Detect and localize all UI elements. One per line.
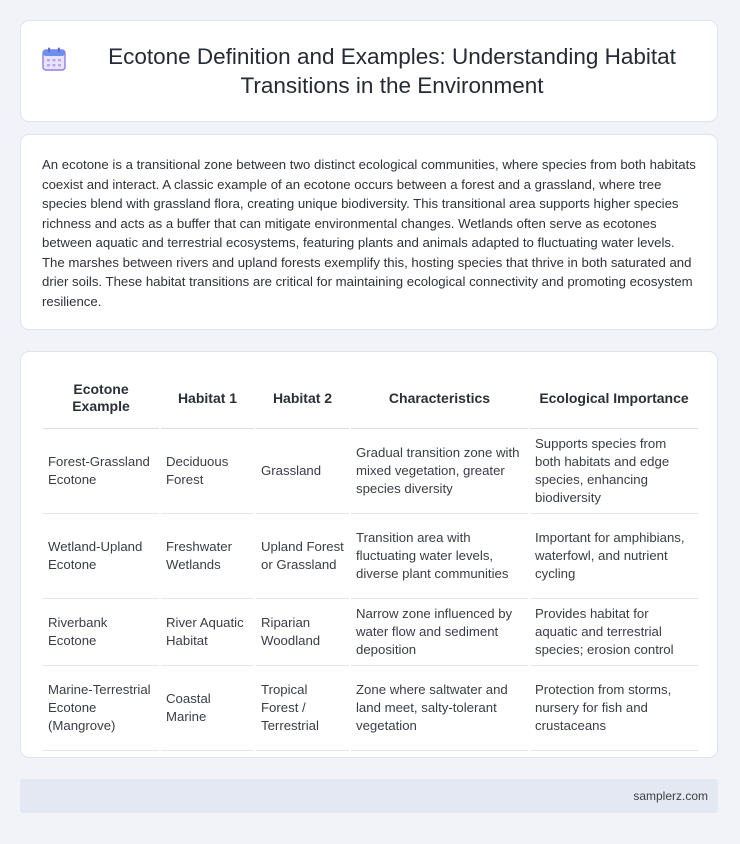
table-row (43, 599, 698, 666)
intro-paragraph: An ecotone is a transitional zone between two distinct ecological communities, where species from both habitats coexist and interact. A classic example of an ecotone occurs between a forest and a grassland, where tree species blend with grassland flora, creating unique biodiversity. This transitional area supports higher species richness and acts as a buffer that can mitigate environmental changes. Wetlands often serve as ecotones between aquatic and terrestrial ecosystems, featuring plants and animals adapted to fluctuating water levels. The marshes between rivers and upland forests exemplify this, hosting species that thrive in both saturated and drier soils. These habitat transitions are critical for maintaining ecological connectivity and promoting ecosystem resilience. (42, 157, 696, 309)
table-cell: River Aquatic Habitat (161, 599, 254, 666)
header-card (20, 20, 718, 122)
calendar-icon (41, 46, 67, 72)
table-cell: Coastal Marine (161, 666, 254, 751)
table-cell: Wetland-Upland Ecotone (43, 514, 159, 599)
intro-card (20, 134, 718, 330)
table-cell: Zone where saltwater and land meet, salty-tolerant vegetation (351, 666, 528, 751)
table-cell: Important for amphibians, waterfowl, and nutrient cycling (530, 514, 698, 599)
ecotone-table (41, 368, 700, 751)
page-title: Ecotone Definition and Examples: Understanding Habitat Transitions in the Environment (108, 44, 676, 98)
table-cell: Transition area with fluctuating water levels, diverse plant communities (351, 514, 528, 599)
title-wrap (41, 42, 697, 100)
table-cell: Upland Forest or Grassland (256, 514, 349, 599)
table-cell: Marine-Terrestrial Ecotone (Mangrove) (43, 666, 159, 751)
table-row (43, 514, 698, 599)
column-header: Characteristics (351, 368, 528, 429)
table-cell: Forest-Grassland Ecotone (43, 429, 159, 514)
table-row (43, 666, 698, 751)
table-header-row (43, 368, 698, 429)
table-cell: Freshwater Wetlands (161, 514, 254, 599)
table-cell: Deciduous Forest (161, 429, 254, 514)
table-cell: Riparian Woodland (256, 599, 349, 666)
table-cell: Riverbank Ecotone (43, 599, 159, 666)
column-header: Ecological Importance (530, 368, 698, 429)
column-header: Ecotone Example (43, 368, 159, 429)
footer-site-link[interactable]: samplerz.com (633, 789, 708, 803)
table-cell: Protection from storms, nursery for fish and crustaceans (530, 666, 698, 751)
table-card (20, 351, 718, 758)
table-cell: Provides habitat for aquatic and terrestrial species; erosion control (530, 599, 698, 666)
table-cell: Supports species from both habitats and edge species, enhancing biodiversity (530, 429, 698, 514)
table-cell: Grassland (256, 429, 349, 514)
table-cell: Tropical Forest / Terrestrial (256, 666, 349, 751)
table-cell: Gradual transition zone with mixed vegetation, greater species diversity (351, 429, 528, 514)
column-header: Habitat 2 (256, 368, 349, 429)
table-row (43, 429, 698, 514)
column-header: Habitat 1 (161, 368, 254, 429)
footer-bar (20, 779, 718, 813)
table-cell: Narrow zone influenced by water flow and sediment deposition (351, 599, 528, 666)
